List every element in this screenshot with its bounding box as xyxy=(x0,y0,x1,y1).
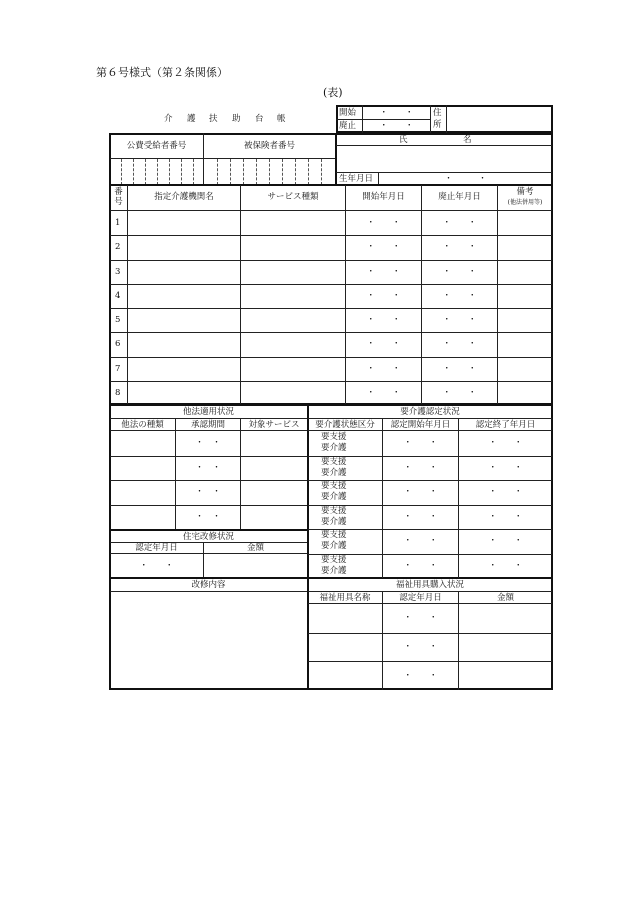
care-end-field[interactable]: ・ ・ xyxy=(488,561,523,571)
care-end-field[interactable]: ・ ・ xyxy=(488,438,523,448)
other-law-type-field[interactable] xyxy=(111,481,174,503)
welfare-date-field[interactable]: ・ ・ xyxy=(403,642,438,652)
row-number: 4 xyxy=(115,291,121,301)
other-law-service-field[interactable] xyxy=(241,506,306,528)
other-law-period-field[interactable]: ・ ・ xyxy=(195,463,221,473)
institution-field[interactable] xyxy=(128,236,240,258)
service-field[interactable] xyxy=(241,333,345,355)
remarks-field[interactable] xyxy=(498,212,552,234)
welfare-header-date: 認定年月日 xyxy=(399,593,442,603)
side-label: (表) xyxy=(323,86,343,99)
welfare-title: 福祉用具購入状況 xyxy=(395,580,464,590)
service-field[interactable] xyxy=(241,212,345,234)
remarks-field[interactable] xyxy=(498,358,552,380)
name-field[interactable] xyxy=(337,146,551,171)
start-date-field[interactable]: ・ ・ xyxy=(366,339,401,349)
start-date-field[interactable]: ・ ・ xyxy=(366,267,401,277)
care-start-field[interactable]: ・ ・ xyxy=(403,561,438,571)
end-date-field[interactable]: ・ ・ xyxy=(442,388,477,398)
care-support-label: 要支援 xyxy=(321,555,347,565)
other-law-service-field[interactable] xyxy=(241,432,306,454)
housing-date-field[interactable]: ・ ・ xyxy=(139,561,174,571)
welfare-name-field[interactable] xyxy=(309,634,381,660)
other-law-service-field[interactable] xyxy=(241,481,306,503)
form-label: 第６号様式（第２条関係） xyxy=(96,66,228,79)
header-remarks-note: (他法併用等) xyxy=(507,199,543,206)
renovation-field[interactable] xyxy=(110,592,306,688)
start-date-field[interactable]: ・ ・ xyxy=(366,291,401,301)
care-header-start: 認定開始年月日 xyxy=(390,420,451,430)
start-date-field[interactable]: ・ ・ xyxy=(366,242,401,252)
service-field[interactable] xyxy=(241,382,345,404)
care-start-field[interactable]: ・ ・ xyxy=(403,512,438,522)
care-support-label: 要支援 xyxy=(321,530,347,540)
address-label-1: 住 xyxy=(433,108,442,118)
care-start-field[interactable]: ・ ・ xyxy=(403,536,438,546)
end-date-field[interactable]: ・ ・ xyxy=(442,291,477,301)
header-end: 廃止年月日 xyxy=(438,192,481,202)
service-field[interactable] xyxy=(241,309,345,331)
care-care-label: 要介護 xyxy=(321,517,347,527)
care-header-category: 要介護状態区分 xyxy=(315,420,375,430)
other-law-header-type: 他法の種類 xyxy=(121,420,164,430)
other-law-header-period: 承認期間 xyxy=(190,420,225,430)
other-law-type-field[interactable] xyxy=(111,432,174,454)
care-end-field[interactable]: ・ ・ xyxy=(488,512,523,522)
welfare-amount-field[interactable] xyxy=(459,605,551,631)
birth-label: 生年月日 xyxy=(339,174,374,184)
row-number: 5 xyxy=(115,315,121,325)
institution-field[interactable] xyxy=(128,261,240,283)
header-remarks: 備考 xyxy=(516,187,534,197)
other-law-title: 他法適用状況 xyxy=(182,407,234,417)
end-date-field[interactable]: ・ ・ xyxy=(442,218,477,228)
other-law-type-field[interactable] xyxy=(111,506,174,528)
institution-field[interactable] xyxy=(128,212,240,234)
housing-title: 住宅改修状況 xyxy=(182,532,234,542)
other-law-header-service: 対象サービス xyxy=(248,420,300,430)
remarks-field[interactable] xyxy=(498,333,552,355)
row-number: 1 xyxy=(115,218,121,228)
address-label-2: 所 xyxy=(433,120,442,130)
other-law-period-field[interactable]: ・ ・ xyxy=(195,438,221,448)
welfare-name-field[interactable] xyxy=(309,605,381,631)
header-no-2: 号 xyxy=(114,197,123,207)
start-date-field[interactable]: ・ ・ xyxy=(366,315,401,325)
care-care-label: 要介護 xyxy=(321,566,347,576)
row-number: 8 xyxy=(115,388,121,398)
other-law-service-field[interactable] xyxy=(241,457,306,479)
welfare-date-field[interactable]: ・ ・ xyxy=(403,671,438,681)
institution-field[interactable] xyxy=(128,358,240,380)
start-date-field[interactable]: ・ ・ xyxy=(366,364,401,374)
welfare-date-field[interactable]: ・ ・ xyxy=(403,613,438,623)
birth-field[interactable]: ・ ・ xyxy=(444,174,487,184)
care-support-label: 要支援 xyxy=(321,432,347,442)
period-end-label: 廃止 xyxy=(339,121,357,131)
care-header-end: 認定終了年月日 xyxy=(475,420,536,430)
end-date-field[interactable]: ・ ・ xyxy=(442,364,477,374)
remarks-field[interactable] xyxy=(498,261,552,283)
care-support-label: 要支援 xyxy=(321,481,347,491)
care-care-label: 要介護 xyxy=(321,492,347,502)
care-care-label: 要介護 xyxy=(321,468,347,478)
care-care-label: 要介護 xyxy=(321,443,347,453)
other-law-type-field[interactable] xyxy=(111,457,174,479)
institution-field[interactable] xyxy=(128,333,240,355)
welfare-header-name: 福祉用具名称 xyxy=(319,593,371,603)
row-number: 6 xyxy=(115,339,121,349)
service-field[interactable] xyxy=(241,358,345,380)
name-label-2: 名 xyxy=(463,135,472,145)
period-end-field[interactable]: ・ ・ xyxy=(379,121,414,131)
institution-field[interactable] xyxy=(128,309,240,331)
remarks-field[interactable] xyxy=(498,382,552,404)
remarks-field[interactable] xyxy=(498,285,552,307)
care-support-label: 要支援 xyxy=(321,457,347,467)
care-start-field[interactable]: ・ ・ xyxy=(403,438,438,448)
institution-field[interactable] xyxy=(128,285,240,307)
start-date-field[interactable]: ・ ・ xyxy=(366,388,401,398)
header-institution: 指定介護機関名 xyxy=(154,192,214,202)
service-field[interactable] xyxy=(241,236,345,258)
other-law-period-field[interactable]: ・ ・ xyxy=(195,487,221,497)
institution-field[interactable] xyxy=(128,382,240,404)
care-start-field[interactable]: ・ ・ xyxy=(403,463,438,473)
row-number: 7 xyxy=(115,364,121,374)
renovation-label: 改修内容 xyxy=(191,580,226,590)
row-number: 3 xyxy=(115,267,121,277)
remarks-field[interactable] xyxy=(498,309,552,331)
header-start: 開始年月日 xyxy=(362,192,405,202)
end-date-field[interactable]: ・ ・ xyxy=(442,267,477,277)
service-field[interactable] xyxy=(241,261,345,283)
welfare-header-amount: 金額 xyxy=(496,593,514,603)
welfare-amount-field[interactable] xyxy=(459,662,551,688)
end-date-field[interactable]: ・ ・ xyxy=(442,339,477,349)
name-label-1: 氏 xyxy=(399,135,408,145)
insured-label: 被保険者番号 xyxy=(243,141,295,151)
care-care-label: 要介護 xyxy=(321,541,347,551)
care-end-field[interactable]: ・ ・ xyxy=(488,536,523,546)
row-number: 2 xyxy=(115,242,121,252)
housing-amount-field[interactable] xyxy=(204,554,307,577)
service-field[interactable] xyxy=(241,285,345,307)
care-start-field[interactable]: ・ ・ xyxy=(403,487,438,497)
housing-header-date: 認定年月日 xyxy=(135,543,178,553)
header-service: サービス種類 xyxy=(267,192,319,202)
address-field[interactable] xyxy=(448,107,551,131)
end-date-field[interactable]: ・ ・ xyxy=(442,315,477,325)
care-end-field[interactable]: ・ ・ xyxy=(488,463,523,473)
period-start-field[interactable]: ・ ・ xyxy=(379,108,414,118)
care-cert-title: 要介護認定状況 xyxy=(400,407,460,417)
housing-header-amount: 金額 xyxy=(246,543,264,553)
welfare-amount-field[interactable] xyxy=(459,634,551,660)
period-start-label: 開始 xyxy=(339,108,357,118)
other-law-period-field[interactable]: ・ ・ xyxy=(195,512,221,522)
end-date-field[interactable]: ・ ・ xyxy=(442,242,477,252)
care-support-label: 要支援 xyxy=(321,506,347,516)
care-end-field[interactable]: ・ ・ xyxy=(488,487,523,497)
start-date-field[interactable]: ・ ・ xyxy=(366,218,401,228)
remarks-field[interactable] xyxy=(498,236,552,258)
public-payer-label: 公費受給者番号 xyxy=(126,141,187,151)
welfare-name-field[interactable] xyxy=(309,662,381,688)
header-no-1: 番 xyxy=(114,187,123,197)
